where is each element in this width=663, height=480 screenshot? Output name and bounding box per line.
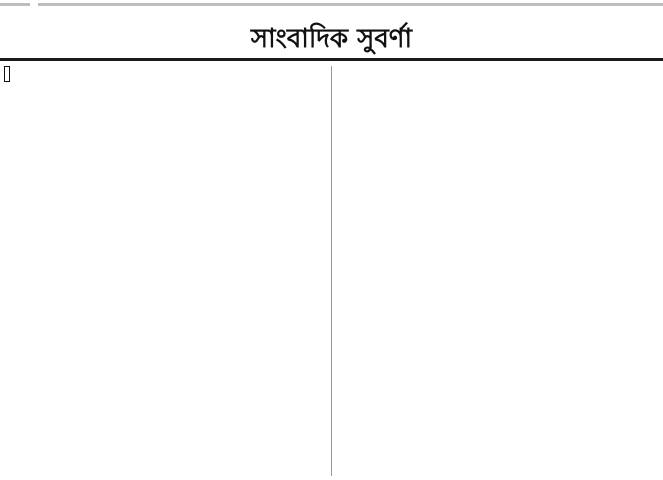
article-column-left	[4, 66, 324, 476]
article-column-right	[341, 66, 659, 476]
headline-rule	[0, 58, 663, 61]
article-title: সাংবাদিক সুবর্ণা	[250, 24, 413, 54]
top-rule-left	[0, 3, 30, 6]
top-rule	[38, 3, 663, 6]
column-divider	[331, 66, 332, 476]
headline-band	[0, 0, 663, 62]
continued-from-kicker	[4, 66, 10, 82]
article-paragraph	[4, 66, 324, 83]
